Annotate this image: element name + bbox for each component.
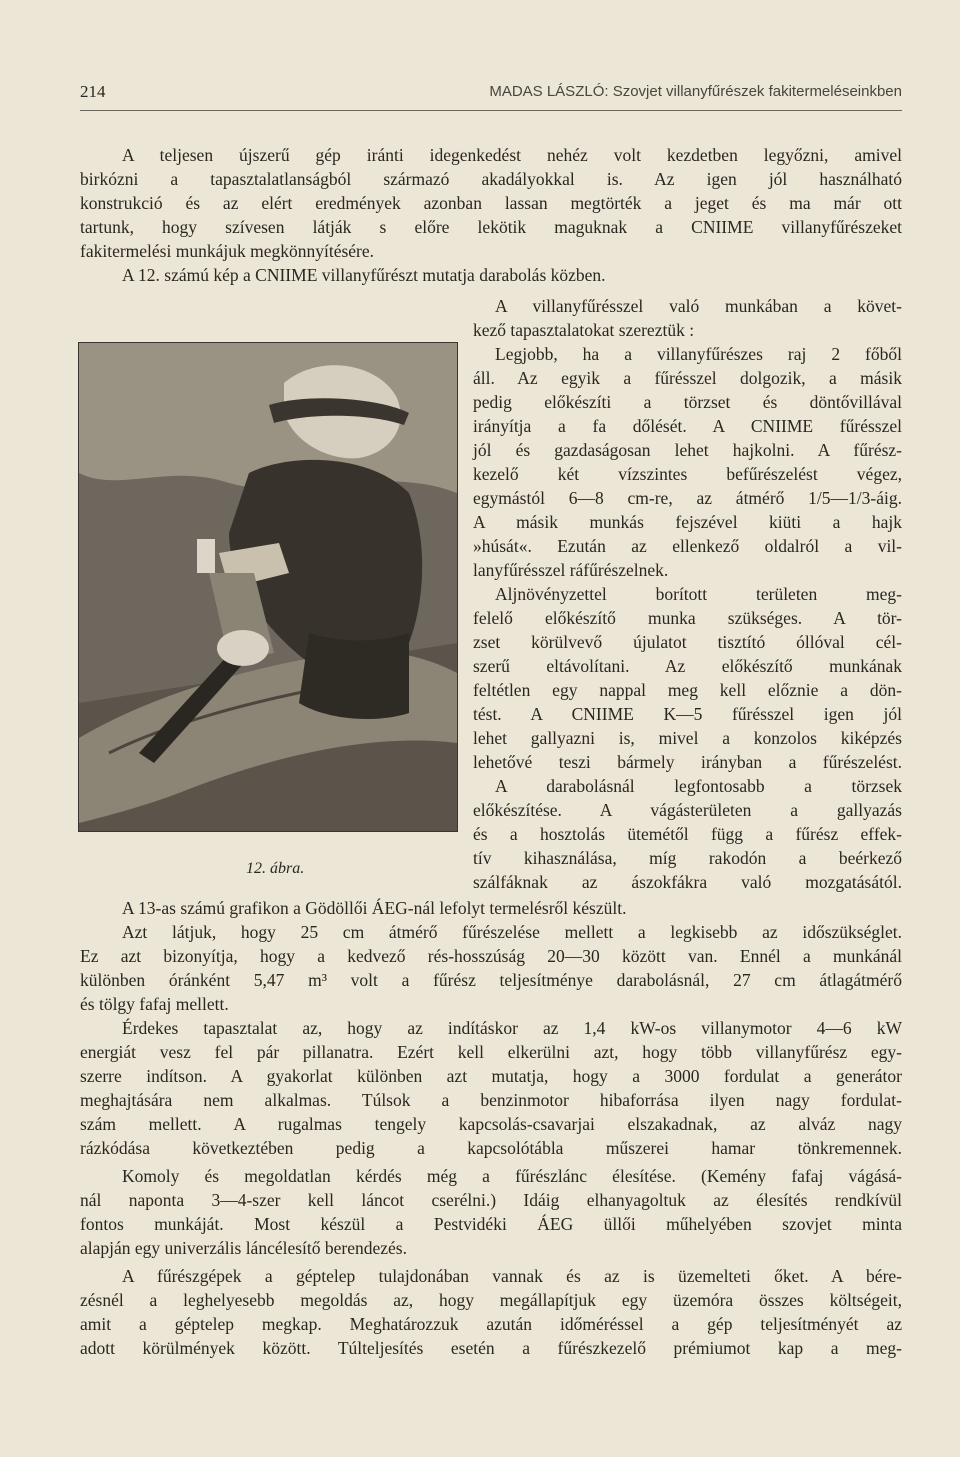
text-line: jól és gazdaságosan lehet hajkolni. A fűrész- [473,440,902,460]
text-line: és tölgy fafaj mellett. [80,994,229,1014]
text-line: rázkódása következtében pedig a kapcsolótábla műszerei hamar tönkremennek. [80,1138,902,1158]
text-line: tív kihasználása, míg rakodón a beérkező [473,848,902,868]
text-line: egymástól 6—8 cm-re, az átmérő 1/5—1/3-áig. [473,488,902,508]
text-line: és a hosztolás ütemétől függ a fűrész effek- [473,824,902,844]
text-line: irányítja a fa dőlését. A CNIIME fűrésszel [473,416,902,436]
text-line: A fűrészgépek a géptelep tulajdonában vannak és az is üzemelteti őket. A bére- [122,1266,902,1286]
text-line: lehet gallyazni is, mivel a konzolos kiképzés [473,728,902,748]
text-line: »húsát«. Ezután az ellenkező oldalról a vil- [473,536,902,556]
text-line: szerű eltávolítani. Az előkészítő munkának [473,656,902,676]
text-line: nál naponta 3—4-szer kell láncot cserélni.) Idáig elhanyagoltuk az élesítés rendkívül [80,1190,902,1210]
text-line: A 13-as számú grafikon a Gödöllői ÁEG-nál lefolyt termelésről készült. [122,898,627,918]
text-line: áll. Az egyik a fűrésszel dolgozik, a másik [473,368,902,388]
text-line: Érdekes tapasztalat az, hogy az indításkor az 1,4 kW-os villanymotor 4—6 kW [122,1018,902,1038]
text-line: kezelő két vízszintes befűrészelést végez, [473,464,902,484]
text-line: birkózni a tapasztalatlanságból származó akadályokkal is. Az igen jól használható [80,169,902,189]
text-line: Aljnövényzettel borított területen meg- [495,584,902,604]
text-line: előkészítése. A vágásterületen a gallyazás [473,800,902,820]
text-line: tést. A CNIIME K—5 fűrésszel igen jól [473,704,902,724]
text-line: konstrukció és az elért eredmények azonban lassan megtörték a jeget és ma már ott [80,193,902,213]
text-line: Azt látjuk, hogy 25 cm átmérő fűrészelése mellett a legkisebb az időszükséglet. [122,922,902,942]
running-head: MADAS LÁSZLÓ: Szovjet villanyfűrészek fakitermeléseinkben [489,83,902,100]
page-header [80,82,902,111]
text-line: A másik munkás fejszével kiüti a hajk [473,512,902,532]
text-line: tartunk, hogy szívesen látják s előre lekötik maguknak a CNIIME villanyfűrészeket [80,217,902,237]
page-number: 214 [80,82,106,101]
text-line: meghajtására nem alkalmas. Túlsok a benzinmotor hibaforrása ilyen nagy fordulat- [80,1090,902,1110]
text-line: feltétlen egy nappal meg kell előznie a dön- [473,680,902,700]
text-line: alapján egy univerzális láncélesítő berendezés. [80,1238,407,1258]
text-line: energiát vesz fel pár pillanatra. Ezért kell elkerülni azt, hogy több villanyfűrész egy- [80,1042,902,1062]
text-line: szerre indítson. A gyakorlat különben azt mutatja, hogy a 3000 fordulat a generátor [80,1066,902,1086]
text-line: Komoly és megoldatlan kérdés még a fűrészlánc élesítése. (Kemény fafaj vágásá- [122,1166,902,1186]
text-line: felelő előkészítő munka szükséges. A tör- [473,608,902,628]
text-line: különben óránként 5,47 m³ volt a fűrész teljesítménye darabolásnál, 27 cm átlagátmérő [80,970,902,990]
text-line: A darabolásnál legfontosabb a törzsek [495,776,902,796]
text-line: adott körülmények között. Túlteljesítés esetén a fűrészkezelő prémiumot kap a meg- [80,1338,902,1358]
text-line: lehetővé teszi bármely irányban a fűrészelést. [473,752,902,772]
text-line: szálfáknak az ászokfákra való mozgatásától. [473,872,902,892]
text-line: pedig előkészíti a törzset és döntővillával [473,392,902,412]
text-line: lanyfűrésszel ráfűrészelnek. [473,560,669,580]
photo-illustration [79,343,457,831]
text-line: A teljesen újszerű gép iránti idegenkedést nehéz volt kezdetben legyőzni, amivel [122,145,902,165]
text-line: zset körülvevő újulatot tisztító óllóval cél- [473,632,902,652]
figure-caption: 12. ábra. [246,860,305,877]
text-line: kező tapasztalatokat szereztük : [473,320,695,340]
text-line: amit a géptelep megkap. Meghatározzuk azután időméréssel a gép teljesítményét az [80,1314,902,1334]
text-line: Ez azt bizonyítja, hogy a kedvező rés-hosszúság 20—30 között van. Ennél a munkánál [80,946,902,966]
text-line: A 12. számú kép a CNIIME villanyfűrészt mutatja darabolás közben. [122,265,606,285]
text-line: fakitermelési munkájuk megkönnyítésére. [80,241,375,261]
text-line: zésnél a leghelyesebb megoldás az, hogy megállapítjuk egy üzemóra összes költségeit, [80,1290,902,1310]
text-line: Legjobb, ha a villanyfűrészes raj 2 főből [495,344,902,364]
photo-figure [78,342,458,832]
text-line: fontos munkáját. Most készül a Pestvidéki ÁEG üllői műhelyében szovjet minta [80,1214,902,1234]
text-line: szám mellett. A rugalmas tengely kapcsolás-csavarjai elszakadnak, az alváz nagy [80,1114,902,1134]
text-line: A villanyfűrésszel való munkában a követ- [495,296,902,316]
